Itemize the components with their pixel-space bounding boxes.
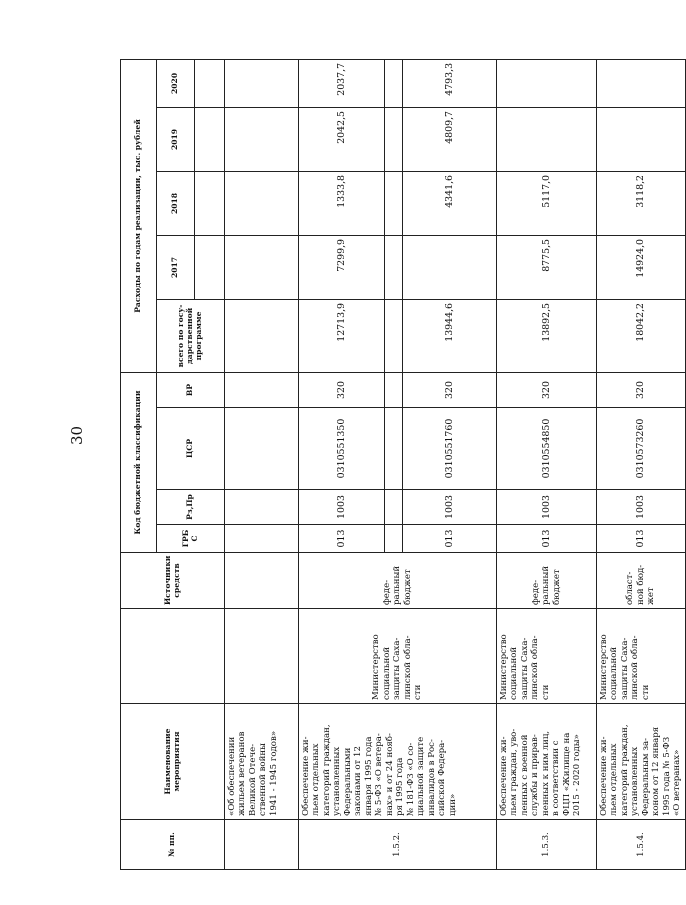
- header-rzpr: Рз,Пр: [157, 490, 225, 525]
- y2017-cell: 7299,9: [299, 235, 385, 299]
- grbs-cell: 013: [597, 525, 686, 553]
- vr-cell: 320: [299, 372, 385, 407]
- y2020-cell: 4793,3: [403, 59, 497, 107]
- table-row-1-5-2a: [299, 59, 385, 869]
- rzpr-cell: 1003: [299, 490, 385, 525]
- executor-cell: Министерство социальной защиты Саха- линской обла- сти: [299, 609, 497, 704]
- vr-cell: 320: [497, 372, 597, 407]
- y2020-cell: [597, 59, 686, 107]
- source-cell: феде- ральный бюджет: [497, 553, 597, 609]
- header-2017: 2017: [157, 235, 195, 299]
- source-cell: област- ной бюд- жет: [597, 553, 686, 609]
- vr-cell: 320: [403, 372, 497, 407]
- page-number: 30: [68, 425, 86, 445]
- grbs-cell: 013: [403, 525, 497, 553]
- num-cell: 1.5.2.: [299, 820, 497, 870]
- header-blank-cell: [195, 171, 225, 235]
- y2018-cell: 5117,0: [497, 171, 597, 235]
- num-cell: 1.5.3.: [497, 820, 597, 870]
- csr-cell: 0310573260: [597, 408, 686, 490]
- name-cell: «Об обеспечении жильем ветеранов Великой Отече- ственной войны 1941 - 1945 годов»: [225, 704, 299, 820]
- rzpr-cell: 1003: [497, 490, 597, 525]
- y2020-cell: [497, 59, 597, 107]
- header-blank-cell: [195, 235, 225, 299]
- y2018-cell: 3118,2: [597, 171, 686, 235]
- header-kbk: Код бюджетной классификации: [121, 372, 157, 552]
- name-cell: Обеспечение жи- льем граждан, уво- ленных с военной службы и прирав- ненных к ним лиц, в соответствии с ФЦП «Жилище на 2015 - 2020 годы»: [497, 704, 597, 820]
- total-cell: 13944,6: [403, 299, 497, 372]
- csr-cell: 0310551760: [403, 408, 497, 490]
- source-cell: [225, 553, 299, 609]
- header-expenses: Расходы по годам реализации, тыс. рублей: [121, 59, 157, 372]
- y2019-cell: 4809,7: [403, 107, 497, 171]
- header-grbs: ГРБ С: [157, 525, 225, 553]
- rzpr-cell: 1003: [597, 490, 686, 525]
- y2019-cell: [597, 107, 686, 171]
- y2018-cell: 1333,8: [299, 171, 385, 235]
- y2017-cell: [403, 235, 497, 299]
- table-row-continuation: [225, 59, 299, 869]
- csr-cell: 0310551350: [299, 408, 385, 490]
- y2019-cell: 2042,5: [299, 107, 385, 171]
- executor-cell: Министерство социальной защиты Саха- линской обла- сти: [597, 609, 686, 704]
- name-cell: Обеспечение жи- льем отдельных категорий граждан, установленных Федеральным за- коном от 12 января 1995 года № 5-ФЗ «О ветеранах»: [597, 704, 686, 820]
- source-cell: феде- ральный бюджет: [299, 553, 497, 609]
- executor-cell: Министерство социальной защиты Саха- линской обла- сти: [497, 609, 597, 704]
- header-2019: 2019: [157, 107, 195, 171]
- num-cell: 1.5.4.: [597, 820, 686, 870]
- y2017-cell: 8775,5: [497, 235, 597, 299]
- header-2020: 2020: [157, 59, 195, 107]
- rotated-table-container: [120, 60, 683, 870]
- header-vr: ВР: [157, 372, 225, 407]
- csr-cell: 0310554850: [497, 408, 597, 490]
- executor-cell: [225, 609, 299, 704]
- rzpr-cell: 1003: [403, 490, 497, 525]
- header-source: Источники средств: [121, 553, 225, 609]
- name-cell: Обеспечение жи- льем отдельных категорий граждан, установленных Федеральными законами от 12 января 1995 года № 5-ФЗ «О ветера- нах» и от 24 нояб- ря 1995 года № 181-ФЗ «О со- циальной защите инвалидов в Рос- сийской Федера- ции»: [299, 704, 497, 820]
- y2019-cell: [497, 107, 597, 171]
- total-cell: 12713,9: [299, 299, 385, 372]
- y2018-cell: 4341,6: [403, 171, 497, 235]
- header-blank-cell: [195, 59, 225, 107]
- total-cell: 18042,2: [597, 299, 686, 372]
- table-row-1-5-4: [597, 59, 686, 869]
- header-name: Наименование мероприятия: [121, 704, 225, 820]
- header-blank-cell: [195, 107, 225, 171]
- y2017-cell: 14924,0: [597, 235, 686, 299]
- header-csr: ЦСР: [157, 408, 225, 490]
- header-num: № пп.: [121, 820, 225, 870]
- grbs-cell: 013: [497, 525, 597, 553]
- header-total: всего по госу- дарственной программе: [157, 299, 225, 372]
- header-executor: [121, 609, 225, 704]
- vr-cell: 320: [597, 372, 686, 407]
- total-cell: 13892,5: [497, 299, 597, 372]
- num-cell: [225, 820, 299, 870]
- grbs-cell: 013: [299, 525, 385, 553]
- y2020-cell: 2037,7: [299, 59, 385, 107]
- header-2018: 2018: [157, 171, 195, 235]
- budget-table: [120, 59, 686, 870]
- table-row-1-5-3: [497, 59, 597, 869]
